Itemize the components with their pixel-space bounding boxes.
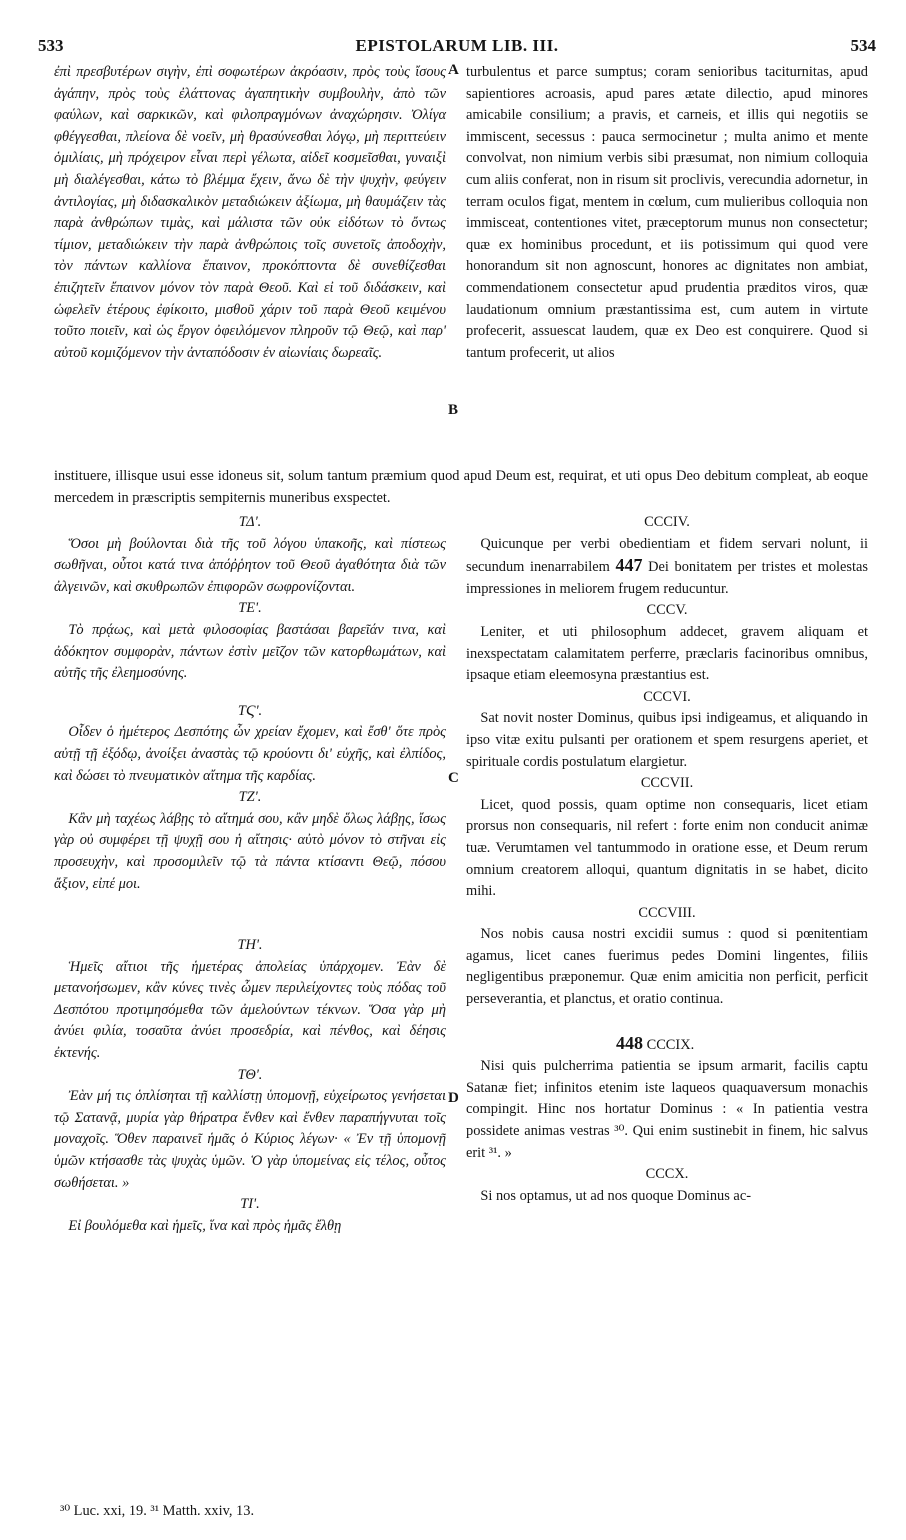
latin-section-309	[466, 1033, 868, 1165]
margin-letter-c: C	[448, 770, 459, 786]
greek-section-text: Οἶδεν ὁ ἡμέτερος Δεσπότης ὧν χρείαν ἔχομεν, καὶ ἔσθ' ὅτε πρὸς αὐτῇ τῇ ἐξόδῳ, ἀνοίξει ἀναστὰς τῷ κρούοντι δι' εὐχῆς, καὶ ἐλπίδος, καὶ δώσει τὸ πνευματικὸν αἴτημα τῆς καρδίας.	[54, 724, 446, 784]
latin-section-number: CCCVIII.	[638, 904, 696, 921]
latin-section-306	[466, 687, 868, 773]
latin-section-307	[466, 773, 868, 903]
latin-section-number: CCCX.	[645, 1166, 689, 1183]
greek-section-text: Ὅσοι μὴ βούλονται διὰ τῆς τοῦ λόγου ὑπακοῆς, καὶ πίστεως σωθῆναι, οὗτοι κατά τινα ἀπόῤῥητον τοῦ Θεοῦ ἀγαθότητα διὰ τῶν ἀλγεινῶν, καὶ σκυθρωπῶν ἐπιφορῶν σωφρονίζονται.	[54, 535, 446, 595]
greek-section-310	[54, 1194, 446, 1237]
greek-section-305	[54, 598, 446, 684]
latin-section-308	[466, 903, 868, 1011]
latin-sections	[466, 512, 868, 1502]
greek-section-text: Ἐὰν μή τις ὁπλίσηται τῇ καλλίστῃ ὑπομονῇ, εὐχείρωτος γενήσεται τῷ Σατανᾷ, μυρία γὰρ θήρατρα ἔνθεν καὶ ἔνθεν παραπήγνυται τοῖς μοναχοῖς. Ὅθεν παραινεῖ ἡμᾶς ὁ Κύριος λέγων· « Ἐν τῇ ὑπομονῇ ὑμῶν κτήσασθε τὰς ψυχὰς ὑμῶν. Ὁ γὰρ ὑπομείνας εἰς τέλος, οὗτος σωθήσεται. »	[54, 1088, 446, 1191]
greek-section-text: Τὸ πρᾴως, καὶ μετὰ φιλοσοφίας βαστάσαι βαρεῖάν τινα, καὶ ἀδόκητον συμφορὰν, πάντων ἐστὶν μεῖζον τῶν κατορθωμάτων, καὶ αὐτῆς τῆς ἐλεημοσύνης.	[54, 621, 446, 682]
latin-section-304	[466, 512, 868, 600]
greek-section-number: ΤΖ'.	[238, 789, 262, 806]
latin-section-text: Nisi quis pulcherrima patientia se ipsum armarit, facilis captu Satanæ fiet; infinitos etenim iste laqueos quaquaversum monachis compingit. Hinc nos hortatur Dominus : « In patientia vestra possidete animas vestras ³⁰. Qui enim sustinebit in finem, hic salvus erit ³¹. »	[466, 1058, 868, 1161]
greek-section-308	[54, 935, 446, 1065]
column-marker-447: 447	[615, 555, 643, 576]
latin-section-text-a: Quicunque per verbi obedientiam et fidem servari nolunt, ii secundum inenarrabilem	[466, 535, 868, 576]
latin-section-number: CCCV.	[646, 602, 688, 619]
latin-section-310	[466, 1164, 868, 1207]
running-title: EPISTOLARUM LIB. III.	[355, 36, 559, 55]
greek-section-304	[54, 512, 446, 598]
greek-section-number: ΤΕ'.	[238, 600, 262, 617]
latin-section-number: CCCVI.	[643, 688, 691, 705]
latin-section-text: Si nos optamus, ut ad nos quoque Dominus ac-	[480, 1187, 751, 1204]
column-marker-448: 448	[616, 1032, 643, 1053]
latin-section-heading	[466, 1033, 868, 1057]
latin-section-text: Licet, quod possis, quam optime non consequaris, licet etiam prorsus non consequaris, nil refert : forte enim non conducit animæ tuæ. Verumtamen vel tantummodo in oratione esse, et Deum rerum omnium creatorem alloqui, quantum dignitatis in se habet, dicito mihi.	[466, 796, 868, 900]
latin-section-text: Sat novit noster Dominus, quibus ipsi indigeamus, et aliquando in ipso vitæ exitu pulsanti per orationem et spem resurgens aperiet, et spirituale cordis postulatum elargietur.	[466, 710, 868, 770]
greek-section-307	[54, 787, 446, 895]
page-number-left: 533	[38, 36, 64, 55]
latin-continuation-text: instituere, illisque usui esse idoneus sit, solum tantum præmium quod apud Deum est, requirat, et uti opus Deo debitum compleat, ab eoque mercedem in præscriptis sempiternis muneribus exspectet.	[54, 468, 868, 506]
greek-section-text: Ἡμεῖς αἴτιοι τῆς ἡμετέρας ἀπολείας ὑπάρχομεν. Ἐὰν δὲ μετανοήσωμεν, κἂν κύνες τινὲς ὦμεν περιλείχοντες τοὺς πόδας τοῦ Δεσπότου προτιμησόμεθα τῶν ἀμελούντων τέκνων. Ὅσα γὰρ μὴ ἀνύει φιλία, τοσαῦτα ἀνύει προσεδρία, καὶ πένθος, καὶ δέησις ἐκτενής.	[54, 958, 446, 1062]
greek-section-number: ΤϚ'.	[237, 702, 263, 719]
greek-intro-text: ἐπὶ πρεσβυτέρων σιγὴν, ἐπὶ σοφωτέρων ἀκρόασιν, πρὸς τοὺς ἴσους ἀγάπην, πρὸς τοὺς ἐλάττονας ἀγαπητικὴν συμβουλὴν, ἀπὸ τῶν φαύλων, καὶ σαρκικῶν, καὶ φιλοπραγμόνων ἀναχώρησιν. Ὀλίγα φθέγγεσθαι, πλείονα δὲ νοεῖν, μὴ θρασύνεσθαι λόγῳ, μὴ περιττεύειν ὁμιλίαις, μὴ πρόχειρον εἶναι περὶ γέλωτα, αἰδεῖ κοσμεῖσθαι, γυναιξὶ μὴ διαλέγεσθαι, κάτω τὸ βλέμμα ἔχειν, ἄνω δὲ τὴν ψυχὴν, φεύγειν ἀντιλογίας, μὴ διδασκαλικὸν μεταδιώκειν ἀξίωμα, μὴ θαυμάζειν τὰς παρὰ ἀνθρώπων τιμὰς, καὶ μάλιστα τῶν οὐκ εἰδότων τὸ ὄντως τίμιον, μεταδιώκειν τὴν παρὰ ἀνθρώποις τοῖς συνετοῖς ἀποδοχὴν, τὸν πάντων καλλίονα ἔπαινον, προκόπτοντα δὲ συνεθίζεσθαι ἐπιζητεῖν ἔπαινον μόνον τὸν παρὰ Θεοῦ. Καὶ εἰ τοῦ διδάσκειν, καὶ ὠφελεῖν ἑτέρους ἐφίκοιτο, μισθοῦ χάριν τοῦ παρὰ Θεοῦ κειμένου τοῦτο ποιεῖν, καὶ ὡς ἔργον ὀφειλόμενον πληροῦν τῷ Θεῷ, καὶ παρ' αὐτοῦ κομιζόμενον τὴν ἀνταπόδοσιν ἐν αἰωνίαις δωρεαῖς.	[54, 64, 446, 361]
latin-intro-text: turbulentus et parce sumptus; coram senioribus taciturnitas, apud sapientiores acroasis, apud pares ætate dilectio, apud minores amicabile consilium; a pravis, et carneis, et illis qui negotiis se immiscent, secessus : pauca sermocinetur ; multa animo et mente convolvat, non nimium verbis sibi præsumat, non nimium colloquia cum aliis conferat, non in risum sit proclivis, verecundia adornetur, in terram oculos figat, mentem in cœlum, cum mulieribus colloquia non immisceat, contentiones vitet, præceptorum munus non consectetur; quæ ex hominibus procedunt, et iis potissimum qui quod vere honorandum sit non agnoscunt, honores ac dignitates non ambiat, commendationem consectetur apud prudentia præditos viros, quæ laudationum omnium præstantissima est, cum autem in virtute profecerit, assuescat laudem, quæ ex Deo est conquirere. Quod si tantum profecerit, ut alios	[466, 64, 868, 361]
latin-intro	[466, 62, 868, 464]
latin-section-305	[466, 600, 868, 686]
latin-continuation	[54, 466, 868, 509]
margin-letter-a: A	[448, 62, 459, 78]
greek-section-number: ΤΘ'.	[237, 1066, 263, 1083]
latin-section-text-b: Dei bonitatem per tristes et molestas impressiones in meliorem frugem reducuntur.	[466, 559, 869, 597]
greek-section-number: ΤΔ'.	[238, 514, 262, 530]
footnotes: ³⁰ Luc. xxi, 19. ³¹ Matth. xxiv, 13.	[60, 1503, 255, 1519]
margin-letter-d: D	[448, 1090, 459, 1106]
latin-section-number: CCCIX.	[646, 1036, 695, 1053]
margin-letter-b: B	[448, 402, 459, 418]
running-header	[38, 36, 876, 60]
greek-section-306	[54, 701, 446, 787]
greek-section-309	[54, 1065, 446, 1195]
latin-section-number: CCCIV.	[644, 514, 690, 530]
greek-section-number: ΤΗ'.	[237, 937, 263, 954]
greek-intro	[54, 62, 446, 464]
greek-section-number: ΤΙ'.	[240, 1196, 260, 1213]
greek-section-text: Εἰ βουλόμεθα καὶ ἡμεῖς, ἵνα καὶ πρὸς ἡμᾶς ἔλθῃ	[68, 1217, 342, 1234]
page-number-right: 534	[850, 36, 876, 55]
latin-section-number: CCCVII.	[640, 775, 694, 792]
greek-sections	[54, 512, 446, 1502]
latin-section-text: Leniter, et uti philosophum addecet, gravem aliquam et inexspectatam calamitatem perferre, præclaris facinoribus omnibus, ipsaque etiam eleemosyna præstantius est.	[466, 623, 868, 684]
latin-section-text	[466, 534, 868, 601]
latin-section-text: Nos nobis causa nostri excidii sumus : quod si pœnitentiam agamus, licet canes fuerimus pedes Domini lingentes, filiis negligentibus præponemur. Quæ enim amicitia non perficit, perficit perseverantia, et planctus, et oratio continua.	[466, 926, 868, 1008]
greek-section-text: Κἂν μὴ ταχέως λάβῃς τὸ αἴτημά σου, κἂν μηδὲ ὅλως λάβῃς, ἴσως γὰρ οὐ συμφέρει τῇ ψυχῇ σου ἡ αἴτησις· αὐτὸ μόνον τὸ στῆναι εἰς προσευχὴν, καὶ προσομιλεῖν τῷ τὰ πάντα κτίσαντι Θεῷ, πόσου ἄξιον, εἰπέ μοι.	[54, 810, 446, 892]
